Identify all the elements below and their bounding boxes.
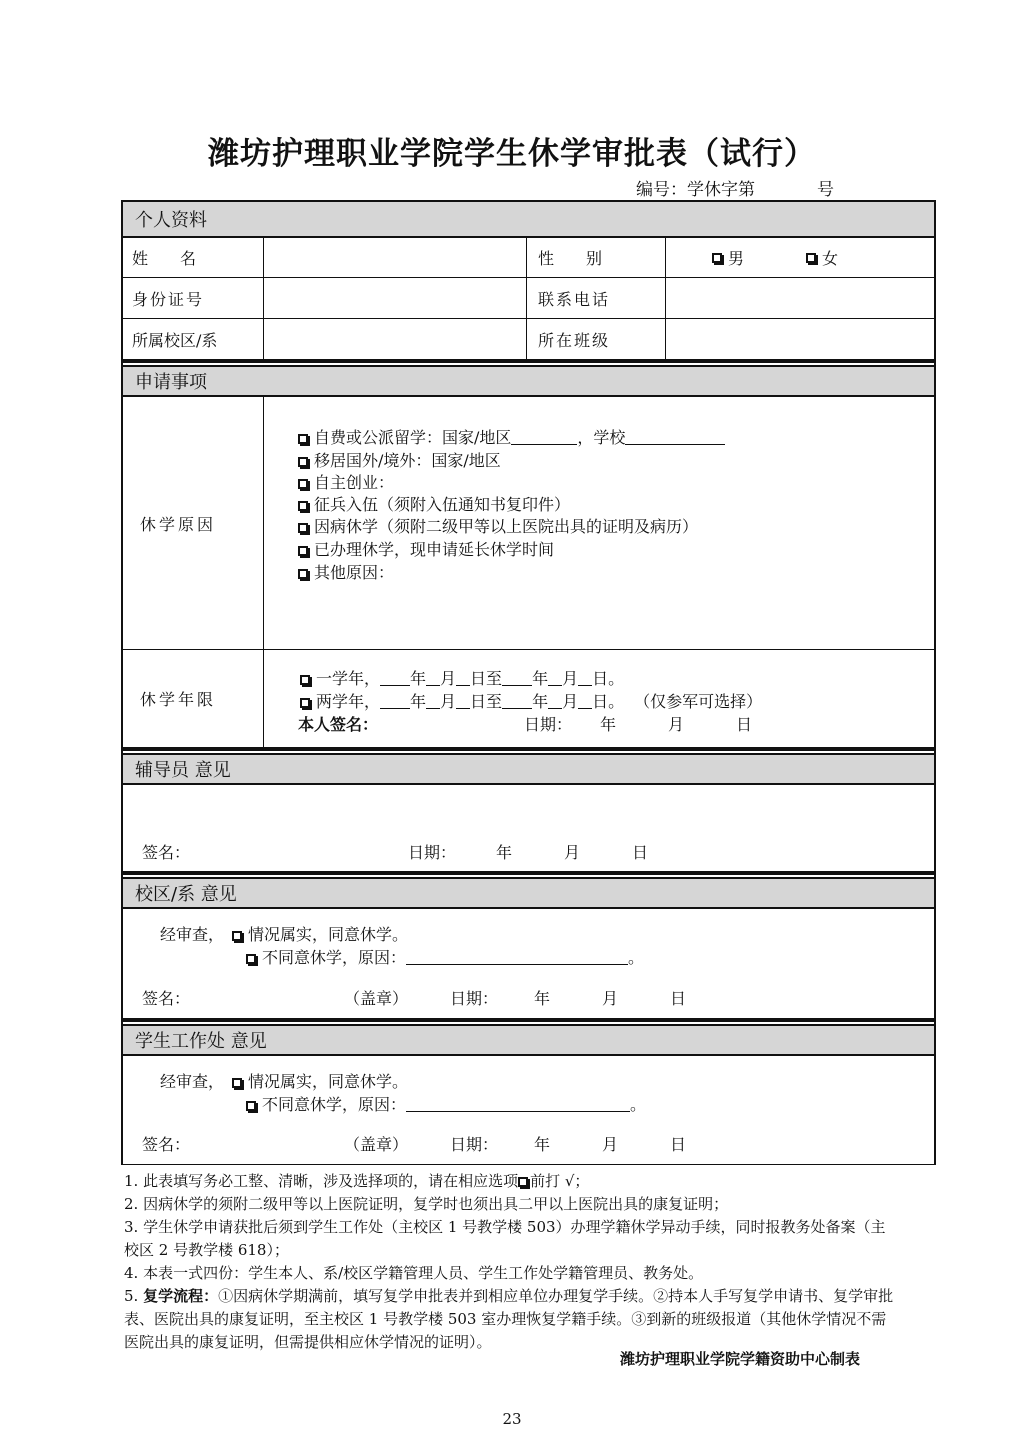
gender-label: 性 别 <box>538 249 603 268</box>
section-campus-header: 校区/系 意见 <box>121 877 936 909</box>
counselor-date: 日期： 年 月 日 <box>408 843 649 862</box>
section-student-affairs-header: 学生工作处 意见 <box>121 1024 936 1056</box>
female-checkbox[interactable] <box>806 253 816 263</box>
phone-label: 联系电话 <box>538 289 611 309</box>
affairs-signature-label: 签名： <box>142 1135 191 1154</box>
page-number: 23 <box>502 1410 522 1428</box>
affairs-reason-blank[interactable] <box>406 1096 630 1112</box>
startup-checkbox[interactable] <box>298 479 308 489</box>
campus-date: 日期： 年 月 日 <box>450 989 687 1008</box>
serial-prefix: 编号：学休字第 <box>636 180 755 200</box>
id-field[interactable] <box>264 278 526 318</box>
reason-option-extend: 已办理休学，现申请延长休学时间 <box>298 537 554 560</box>
note-5: 5. 复学流程：①因病休学期满前，填写复学申批表并到相应单位办理复学手续。②持本人手写复学申请书、复学审批表、医院出具的康复证明，至主校区 1 号教学楼 503 室办理恢复学籍手续。③到新的班级报道（其他休学情况不需医院出具的康复证明，但需提供相应休学情况的证明）。 <box>124 1287 894 1351</box>
id-label: 身份证号 <box>132 289 205 309</box>
name-label: 姓 名 <box>132 249 197 268</box>
section-counselor-header: 辅导员 意见 <box>121 753 936 785</box>
campus-reason-blank[interactable] <box>406 949 628 965</box>
reason-option-other: 其他原因： <box>298 560 394 583</box>
campus-agree-checkbox[interactable] <box>232 931 242 941</box>
emigrate-checkbox[interactable] <box>298 457 308 467</box>
one-year-checkbox[interactable] <box>300 675 310 685</box>
issuing-organization: 潍坊护理职业学院学籍资助中心制表 <box>620 1350 861 1368</box>
name-field[interactable] <box>264 238 526 277</box>
reason-option-emigrate: 移居国外/境外：国家/地区 <box>298 448 501 471</box>
campus-signature-label: 签名： <box>142 989 191 1008</box>
affairs-agree: 经审查， 情况属实，同意休学。 <box>160 1072 409 1091</box>
section-personal-header: 个人资料 <box>121 200 936 238</box>
male-checkbox[interactable] <box>712 253 722 263</box>
study-abroad-checkbox[interactable] <box>298 434 308 444</box>
school-blank[interactable] <box>625 429 725 445</box>
affairs-disagree: 不同意休学，原因： 。 <box>246 1092 646 1115</box>
class-field[interactable] <box>666 319 934 359</box>
applicant-date: 日期： 年 月 日 <box>524 715 753 734</box>
gender-options <box>712 238 838 277</box>
term-one-year: 一学年， 年 月 日至 年 月 日。 <box>300 666 624 689</box>
note-checkbox-icon <box>518 1177 528 1187</box>
extend-checkbox[interactable] <box>298 546 308 556</box>
dept-field[interactable] <box>264 319 526 359</box>
reason-label: 休学原因 <box>140 514 217 534</box>
illness-checkbox[interactable] <box>298 523 308 533</box>
note-2: 2. 因病休学的须附二级甲等以上医院证明，复学时也须出具二甲以上医院出具的康复证明； <box>124 1195 729 1213</box>
form-title: 潍坊护理职业学院学生休学审批表（试行） <box>208 136 816 172</box>
affairs-seal: （盖章） <box>344 1135 409 1154</box>
class-label: 所在班级 <box>538 330 611 350</box>
dept-label: 所属校区/系 <box>132 330 218 350</box>
term-label: 休学年限 <box>140 690 217 709</box>
note-4: 4. 本表一式四份：学生本人、系/校区学籍管理人员、学生工作处学籍管理员、教务处。 <box>124 1264 704 1282</box>
female-label: 女 <box>822 249 839 268</box>
campus-agree: 经审查， 情况属实，同意休学。 <box>160 925 409 944</box>
notes <box>124 1170 894 1354</box>
reason-option-study-abroad: 自费或公派留学：国家/地区 ，学校 <box>298 425 725 448</box>
campus-seal: （盖章） <box>344 989 409 1008</box>
term-two-year: 两学年， 年 月 日至 年 月 日。 （仅参军可选择） <box>300 689 762 712</box>
reason-option-illness: 因病休学（须附二级甲等以上医院出具的证明及病历） <box>298 514 698 537</box>
affairs-disagree-checkbox[interactable] <box>246 1101 256 1111</box>
affairs-date: 日期： 年 月 日 <box>450 1135 687 1154</box>
campus-disagree: 不同意休学，原因： 。 <box>246 945 644 968</box>
campus-disagree-checkbox[interactable] <box>246 954 256 964</box>
note-3: 3. 学生休学申请获批后须到学生工作处（主校区 1 号教学楼 503）办理学籍休学异动手续，同时报教务处备案（主校区 2 号教学楼 618）； <box>124 1218 886 1259</box>
affairs-agree-checkbox[interactable] <box>232 1078 242 1088</box>
applicant-signature-label: 本人签名： <box>298 715 379 734</box>
reason-option-startup: 自主创业： <box>298 470 394 493</box>
other-checkbox[interactable] <box>298 569 308 579</box>
male-label: 男 <box>728 249 745 268</box>
phone-field[interactable] <box>666 278 934 318</box>
serial-suffix: 号 <box>817 180 834 200</box>
military-checkbox[interactable] <box>298 501 308 511</box>
section-application-header: 申请事项 <box>121 365 936 397</box>
note-1: 1. 此表填写务必工整、清晰，涉及选择项的，请在相应选项 前打 √； <box>124 1172 590 1190</box>
reason-option-military: 征兵入伍（须附入伍通知书复印件） <box>298 492 570 515</box>
country-blank[interactable] <box>511 429 577 445</box>
counselor-signature-label: 签名： <box>142 843 191 862</box>
two-year-checkbox[interactable] <box>300 698 310 708</box>
serial-number <box>636 175 834 200</box>
